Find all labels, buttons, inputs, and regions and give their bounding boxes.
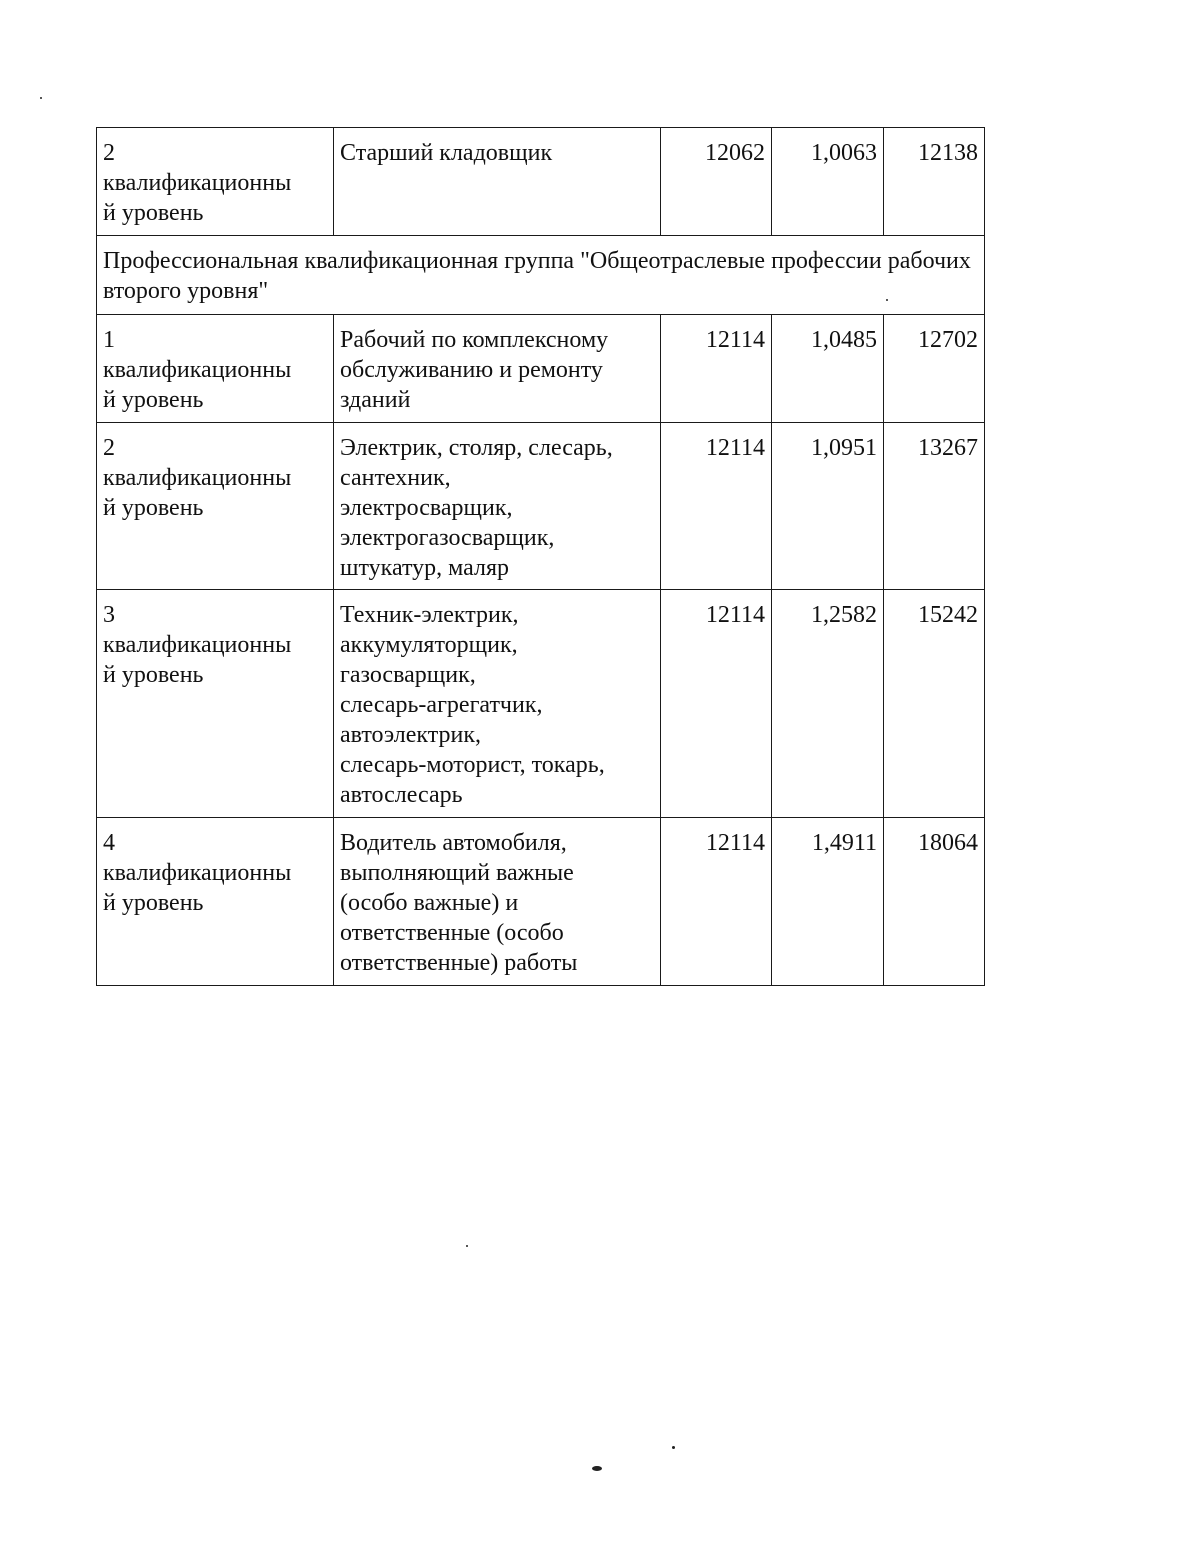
coefficient-cell: 1,4911 xyxy=(772,818,884,986)
table-row xyxy=(97,423,985,590)
scan-speck xyxy=(466,1245,468,1247)
scan-speck xyxy=(672,1446,675,1449)
total-salary-cell: 18064 xyxy=(884,818,985,986)
base-salary-cell: 12114 xyxy=(661,818,772,986)
position-cell xyxy=(334,423,661,590)
coefficient-cell: 1,2582 xyxy=(772,590,884,818)
position-name: Старший кладовщик xyxy=(340,140,553,166)
total-salary-cell: 15242 xyxy=(884,590,985,818)
scan-speck xyxy=(592,1466,602,1471)
salary-table xyxy=(96,127,985,986)
total-salary-cell: 13267 xyxy=(884,423,985,590)
base-salary-cell: 12062 xyxy=(661,128,772,236)
base-salary-cell: 12114 xyxy=(661,315,772,423)
position-cell xyxy=(334,590,661,818)
level-label: квалификационны й уровень xyxy=(103,860,292,916)
position-cell xyxy=(334,315,661,423)
scan-speck xyxy=(40,97,42,99)
position-name: Водитель автомобиля, выполняющий важные (особо важные) и ответственные (особо ответственные) работы xyxy=(340,830,578,976)
position-name: Рабочий по комплексному обслуживанию и ремонту зданий xyxy=(340,327,609,413)
coefficient-cell: 1,0951 xyxy=(772,423,884,590)
qualification-level-cell xyxy=(97,590,334,818)
level-label: квалификационны й уровень xyxy=(103,170,292,226)
scan-speck xyxy=(886,299,888,301)
position-cell xyxy=(334,818,661,986)
level-label: квалификационны й уровень xyxy=(103,632,292,688)
group-header-row xyxy=(97,236,985,315)
total-salary-cell: 12702 xyxy=(884,315,985,423)
position-cell xyxy=(334,128,661,236)
base-salary-cell: 12114 xyxy=(661,590,772,818)
qualification-level-cell xyxy=(97,315,334,423)
level-label: квалификационны й уровень xyxy=(103,465,292,521)
table-row xyxy=(97,128,985,236)
qualification-level-cell xyxy=(97,423,334,590)
coefficient-cell: 1,0485 xyxy=(772,315,884,423)
position-name: Электрик, столяр, слесарь, сантехник, электросварщик, электрогазосварщик, штукатур, маляр xyxy=(340,435,613,581)
qualification-level-cell xyxy=(97,818,334,986)
level-number: 2 xyxy=(103,140,115,166)
table-row xyxy=(97,818,985,986)
table-row xyxy=(97,315,985,423)
level-number: 4 xyxy=(103,830,115,856)
level-number: 2 xyxy=(103,435,115,461)
base-salary-cell: 12114 xyxy=(661,423,772,590)
coefficient-cell: 1,0063 xyxy=(772,128,884,236)
total-salary-cell: 12138 xyxy=(884,128,985,236)
level-number: 1 xyxy=(103,327,115,353)
table-row xyxy=(97,590,985,818)
qualification-level-cell xyxy=(97,128,334,236)
position-name: Техник-электрик, аккумуляторщик, газосварщик, слесарь-агрегатчик, автоэлектрик, слесарь-моторист, токарь, автослесарь xyxy=(340,602,605,808)
level-label: квалификационны й уровень xyxy=(103,357,292,413)
group-header-cell: Профессиональная квалификационная группа "Общеотраслевые профессии рабочих второго уровня" xyxy=(97,236,985,315)
level-number: 3 xyxy=(103,602,115,628)
